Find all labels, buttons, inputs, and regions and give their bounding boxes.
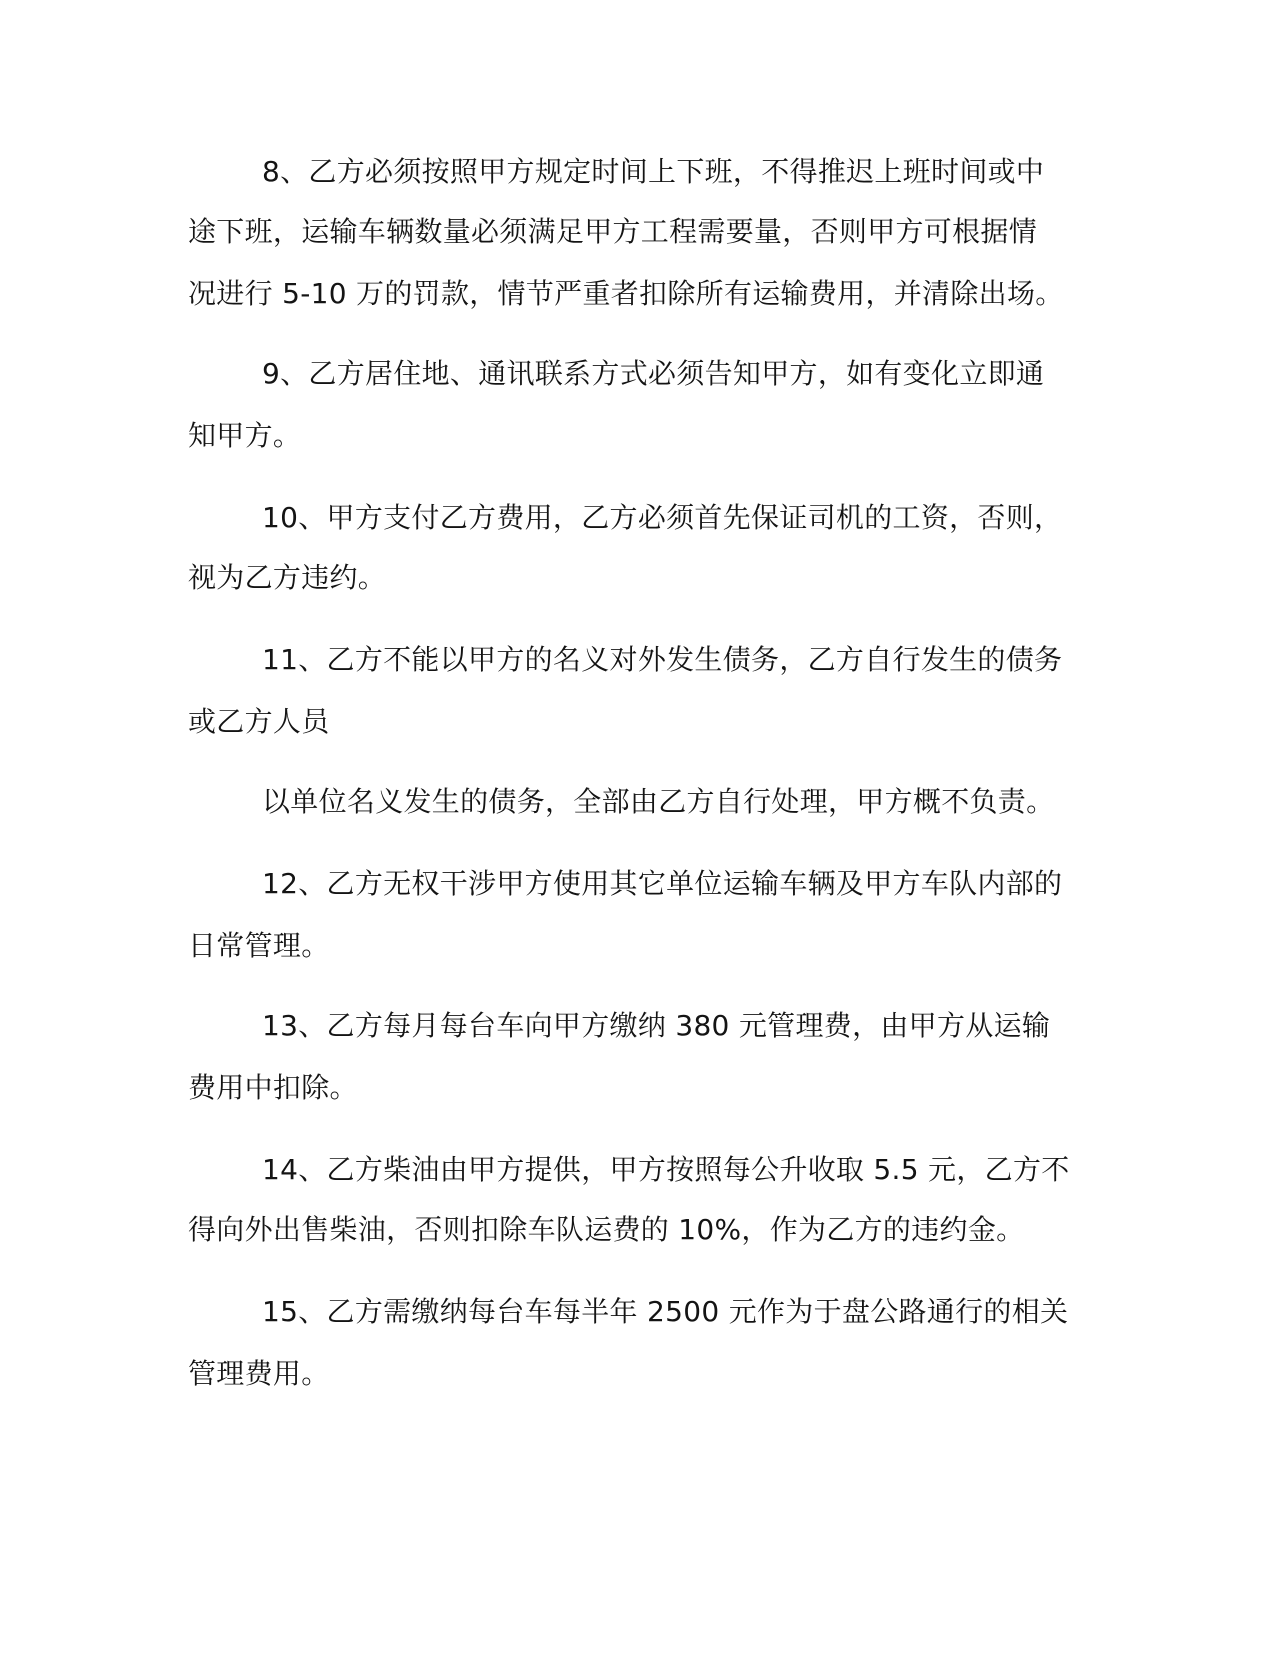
clause-line: 8、乙方必须按照甲方规定时间上下班，不得推迟上班时间或中 bbox=[262, 155, 1045, 188]
clause-line: 知甲方。 bbox=[188, 419, 302, 452]
clause-line: 11、乙方不能以甲方的名义对外发生债务，乙方自行发生的债务 bbox=[262, 643, 1063, 676]
clause-line: 况进行 5-10 万的罚款，情节严重者扣除所有运输费用，并清除出场。 bbox=[188, 277, 1064, 310]
clause-line: 15、乙方需缴纳每台车每半年 2500 元作为于盘公路通行的相关 bbox=[262, 1295, 1069, 1328]
clause-line: 管理费用。 bbox=[188, 1357, 330, 1390]
clause-line: 费用中扣除。 bbox=[188, 1071, 358, 1104]
clause-line: 日常管理。 bbox=[188, 929, 330, 962]
clause-continuation: 以单位名义发生的债务，全部由乙方自行处理，甲方概不负责。 bbox=[262, 785, 1055, 818]
clause-line: 10、甲方支付乙方费用，乙方必须首先保证司机的工资，否则， bbox=[262, 501, 1063, 534]
clause-line: 9、乙方居住地、通讯联系方式必须告知甲方，如有变化立即通 bbox=[262, 357, 1045, 390]
clause-line: 14、乙方柴油由甲方提供，甲方按照每公升收取 5.5 元，乙方不 bbox=[262, 1153, 1070, 1186]
clause-line: 13、乙方每月每台车向甲方缴纳 380 元管理费，由甲方从运输 bbox=[262, 1009, 1051, 1042]
clause-line: 视为乙方违约。 bbox=[188, 561, 387, 594]
document-page bbox=[188, 0, 1088, 1656]
clause-line: 途下班，运输车辆数量必须满足甲方工程需要量，否则甲方可根据情 bbox=[188, 215, 1038, 248]
clause-line: 12、乙方无权干涉甲方使用其它单位运输车辆及甲方车队内部的 bbox=[262, 867, 1063, 900]
clause-line: 得向外出售柴油，否则扣除车队运费的 10%，作为乙方的违约金。 bbox=[188, 1213, 1025, 1246]
clause-line: 或乙方人员 bbox=[188, 705, 330, 738]
